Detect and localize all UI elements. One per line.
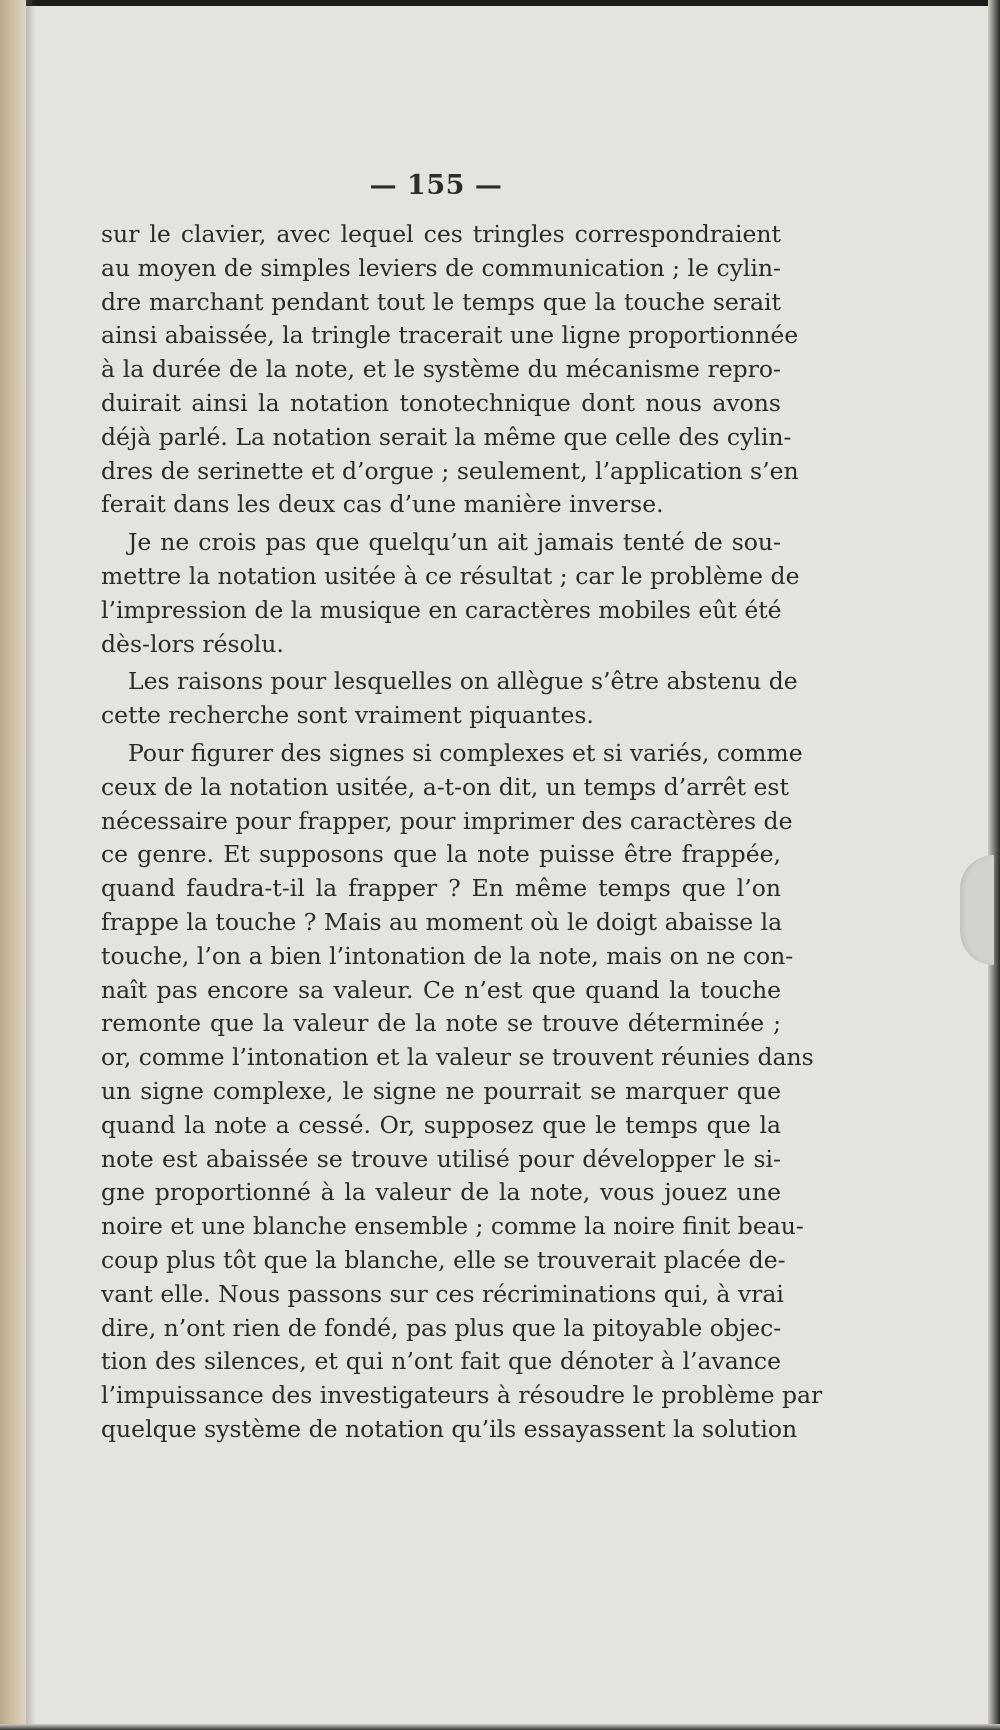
scan-top-border: [0, 0, 1000, 6]
text-line: ce genre. Et supposons que la note puisse être frappée,: [101, 840, 781, 869]
text-line: naît pas encore sa valeur. Ce n’est que quand la touche: [101, 975, 781, 1004]
text-line: coup plus tôt que la blanche, elle se trouverait placée de-: [101, 1245, 786, 1274]
text-line: noire et une blanche ensemble ; comme la noire finit beau-: [101, 1212, 804, 1241]
text-line: frappe la touche ? Mais au moment où le doigt abaisse la: [101, 907, 783, 936]
text-line: Les raisons pour lesquelles on allègue s’être abstenu de: [128, 667, 798, 696]
text-line: Je ne crois pas que quelqu’un ait jamais tenté de sou-: [128, 528, 781, 557]
text-line: quand faudra-t-il la frapper ? En même temps que l’on: [101, 874, 781, 903]
text-line: ceux de la notation usitée, a-t-on dit, un temps d’arrêt est: [101, 772, 789, 801]
paragraph: [101, 737, 823, 1447]
text-line: sur le clavier, avec lequel ces tringles correspondraient: [101, 220, 781, 248]
scan-bottom-border: [0, 1724, 1000, 1730]
body-text: [101, 218, 823, 1447]
text-line: dès-lors résolu.: [101, 629, 284, 658]
text-line: quelque système de notation qu’ils essayassent la solution: [101, 1414, 798, 1443]
text-line: nécessaire pour frapper, pour imprimer des caractères de: [101, 806, 793, 835]
text-line: l’impuissance des investigateurs à résoudre le problème par: [101, 1381, 823, 1410]
text-line: ainsi abaissée, la tringle tracerait une ligne proportionnée: [101, 321, 799, 350]
paragraph: [101, 526, 800, 661]
text-line: Pour figurer des signes si complexes et si variés, comme: [128, 738, 803, 767]
page-tab-notch: [960, 855, 994, 965]
text-line: tion des silences, et qui n’ont fait que dénoter à l’avance: [101, 1347, 781, 1376]
text-line: vant elle. Nous passons sur ces récriminations qui, à vrai: [101, 1279, 784, 1308]
text-line: dres de serinette et d’orgue ; seulement, l’application s’en: [101, 456, 799, 485]
text-line: à la durée de la note, et le système du mécanisme repro-: [101, 355, 781, 384]
paragraph: [101, 665, 798, 733]
text-line: quand la note a cessé. Or, supposez que le temps que la: [101, 1110, 781, 1139]
text-line: dire, n’ont rien de fondé, pas plus que la pitoyable objec-: [101, 1313, 782, 1342]
text-line: cette recherche sont vraiment piquantes.: [101, 701, 594, 730]
text-line: l’impression de la musique en caractères mobiles eût été: [101, 595, 782, 624]
text-line: mettre la notation usitée à ce résultat ; car le problème de: [101, 561, 800, 590]
text-line: gne proportionné à la valeur de la note, vous jouez une: [101, 1178, 781, 1207]
gutter-shadow: [26, 0, 36, 1730]
text-line: dre marchant pendant tout le temps que la touche serait: [101, 287, 781, 316]
text-line: au moyen de simples leviers de communication ; le cylin-: [101, 253, 781, 282]
text-line: ferait dans les deux cas d’une manière inverse.: [101, 490, 664, 519]
text-line: or, comme l’intonation et la valeur se trouvent réunies dans: [101, 1043, 814, 1072]
text-line: touche, l’on a bien l’intonation de la note, mais on ne con-: [101, 941, 794, 970]
text-line: déjà parlé. La notation serait la même que celle des cylin-: [101, 422, 792, 451]
paragraph: [101, 218, 799, 522]
page-number: — 155 —: [369, 170, 503, 201]
text-line: duirait ainsi la notation tonotechnique dont nous avons: [101, 388, 781, 417]
text-line: un signe complexe, le signe ne pourrait se marquer que: [101, 1076, 781, 1105]
text-line: remonte que la valeur de la note se trouve déterminée ;: [101, 1009, 781, 1038]
text-line: note est abaissée se trouve utilisé pour développer le si-: [101, 1144, 781, 1173]
book-spine-edge: [0, 0, 26, 1730]
